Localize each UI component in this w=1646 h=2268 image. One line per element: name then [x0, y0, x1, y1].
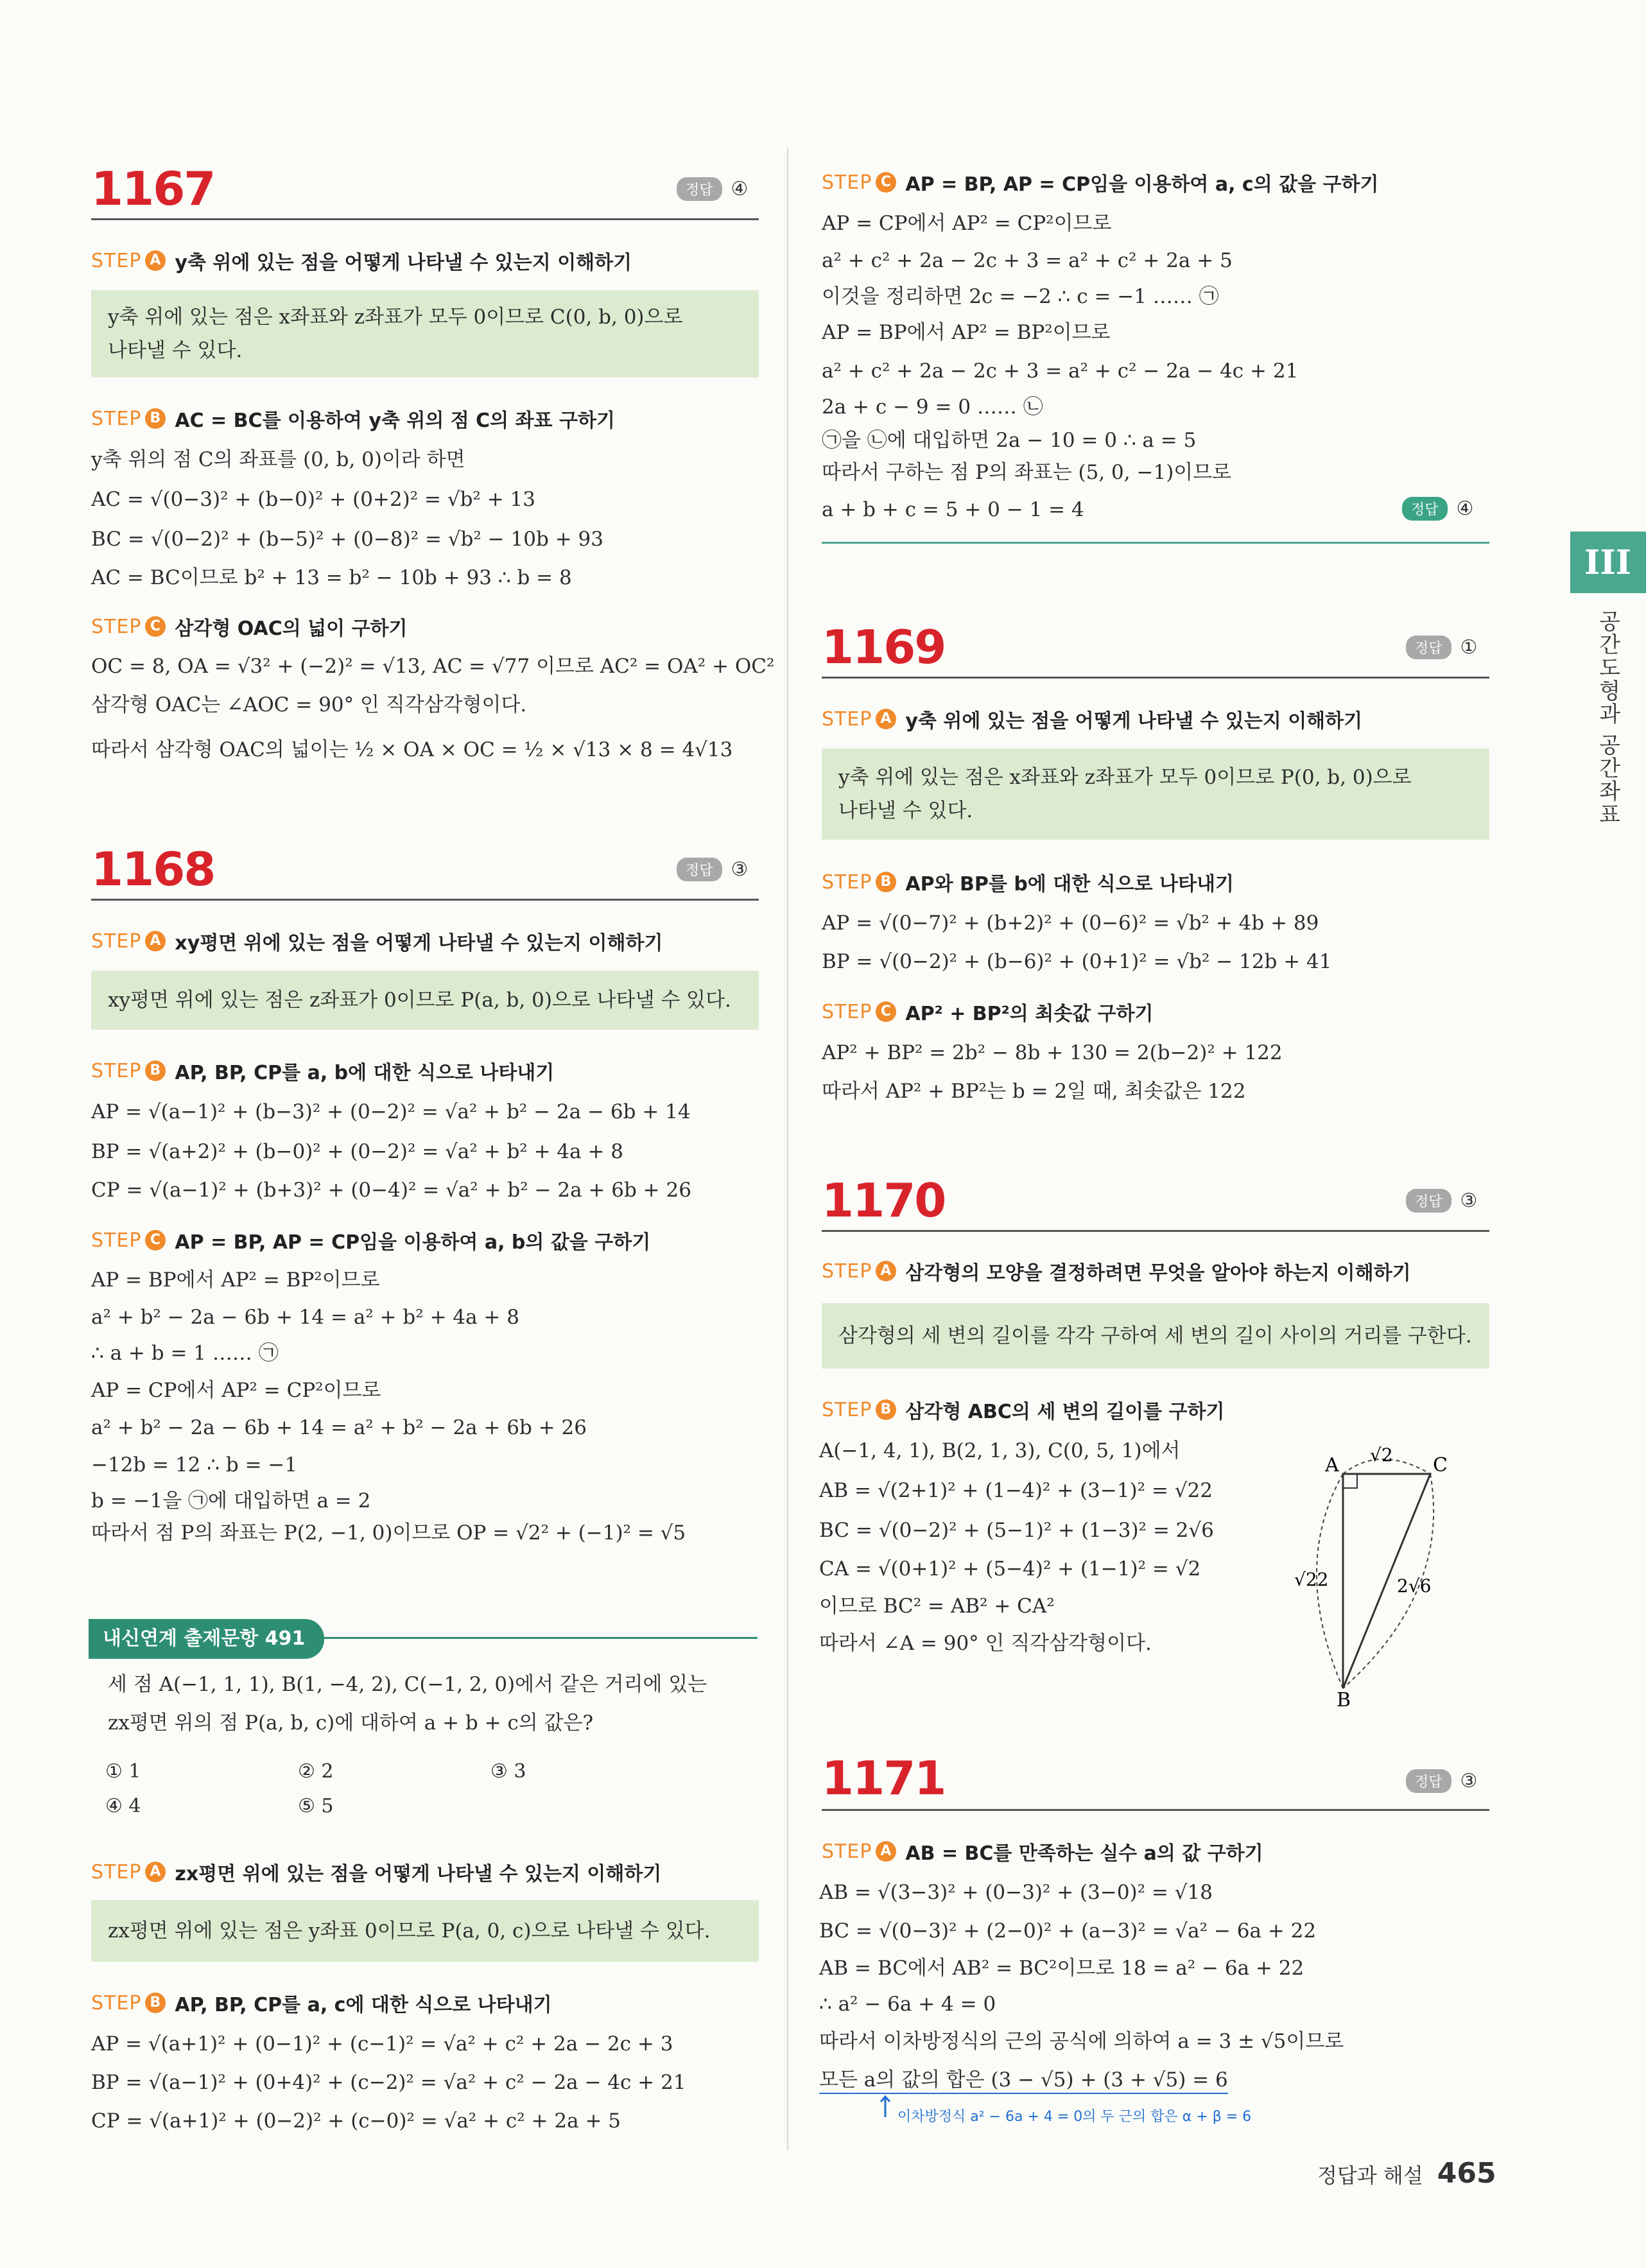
- solution-line: −12b = 12 ∴ b = −1: [91, 1453, 298, 1476]
- solution-line: ∴ a + b = 1 …… ㉠: [91, 1342, 279, 1365]
- step-tag: STEP C: [822, 1001, 896, 1023]
- hint-line: 나타낼 수 있다.: [108, 339, 243, 362]
- solution-line: 모든 a의 값의 합은 (3 − √5) + (3 + √5) = 6: [819, 2067, 1228, 2094]
- question-line: zx평면 위의 점 P(a, b, c)에 대하여 a + b + c의 값은?: [108, 1711, 594, 1735]
- solution-line: AC = BC이므로 b² + 13 = b² − 10b + 93 ∴ b = 8: [91, 566, 572, 589]
- solution-line: AP = √(0−7)² + (b+2)² + (0−6)² = √b² + 4b + 89: [822, 912, 1319, 935]
- page-number: 465: [1437, 2157, 1496, 2190]
- hint-line: 삼각형의 세 변의 길이를 각각 구하여 세 변의 길이 사이의 거리를 구한다.: [838, 1324, 1472, 1347]
- solution-line: 따라서 ∠A = 90° 인 직각삼각형이다.: [819, 1632, 1152, 1655]
- step-tag: STEP B: [822, 1399, 896, 1421]
- step-title: y축 위에 있는 점을 어떻게 나타낼 수 있는지 이해하기: [175, 252, 632, 274]
- solution-line: 따라서 점 P의 좌표는 P(2, −1, 0)이므로 OP = √2² + (−1)² = √5: [91, 1521, 686, 1545]
- solution-line: ∴ a² − 6a + 4 = 0: [819, 1993, 996, 2016]
- margin-note: 이차방정식 a² − 6a + 4 = 0의 두 근의 합은 α + β = 6: [897, 2109, 1252, 2125]
- triangle-figure: [1278, 1438, 1470, 1708]
- solution-line: 따라서 삼각형 OAC의 넓이는 ½ × OA × OC = ½ × √13 × 8 = 4√13: [91, 738, 733, 761]
- solution-line: BP = √(0−2)² + (b−6)² + (0+1)² = √b² − 12b + 41: [822, 950, 1332, 973]
- note-arrow-icon: [878, 2094, 892, 2120]
- solution-line: a + b + c = 5 + 0 − 1 = 4: [822, 498, 1084, 521]
- solution-line: ㉠을 ㉡에 대입하면 2a − 10 = 0 ∴ a = 5: [822, 429, 1197, 452]
- step-a-heading: [91, 1858, 661, 1886]
- divider: [91, 899, 759, 901]
- hint-box: [822, 749, 1489, 840]
- solution-line: AP = √(a−1)² + (b−3)² + (0−2)² = √a² + b² − 2a − 6b + 14: [91, 1100, 691, 1123]
- solution-line: 이므로 BC² = AB² + CA²: [819, 1595, 1055, 1618]
- step-tag: STEP C: [822, 171, 896, 194]
- step-title: 삼각형의 모양을 결정하려면 무엇을 알아야 하는지 이해하기: [905, 1262, 1411, 1285]
- step-title: AB = BC를 만족하는 실수 a의 값 구하기: [905, 1842, 1263, 1865]
- solution-line: A(−1, 4, 1), B(2, 1, 3), C(0, 5, 1)에서: [819, 1439, 1181, 1462]
- step-b-heading: [822, 868, 1234, 896]
- answer-value: ③: [1460, 1770, 1478, 1792]
- hint-line: 나타낼 수 있다.: [838, 799, 973, 822]
- solution-line: AP = CP에서 AP² = CP²이므로: [822, 212, 1112, 235]
- banner-label: 내신연계 출제문항 491: [89, 1619, 324, 1659]
- hint-line: y축 위에 있는 점은 x좌표와 z좌표가 모두 0이므로 P(0, b, 0)으로: [838, 766, 1412, 789]
- problem-number: 1170: [822, 1173, 946, 1227]
- answer-badge: [1406, 1189, 1477, 1213]
- answer-pill: 정답: [677, 858, 722, 881]
- answer-value: ③: [1460, 1190, 1478, 1212]
- side-bc-label: 2√6: [1397, 1575, 1432, 1597]
- solution-line: BC = √(0−3)² + (2−0)² + (a−3)² = √a² − 6a + 22: [819, 1919, 1317, 1943]
- problem-number: 1171: [822, 1751, 946, 1805]
- divider: [822, 677, 1489, 679]
- problem-number: 1169: [822, 620, 946, 674]
- solution-line: a² + c² + 2a − 2c + 3 = a² + c² + 2a + 5: [822, 249, 1233, 272]
- side-ac-label: √2: [1370, 1444, 1393, 1466]
- divider: [822, 542, 1489, 544]
- solution-line: BC = √(0−2)² + (5−1)² + (1−3)² = 2√6: [819, 1519, 1214, 1542]
- footer-text: 정답과 해설: [1317, 2163, 1423, 2188]
- chapter-numeral: III: [1584, 543, 1631, 582]
- solution-line: 삼각형 OAC는 ∠AOC = 90° 인 직각삼각형이다.: [91, 693, 527, 716]
- hint-line: y축 위에 있는 점은 x좌표와 z좌표가 모두 0이므로 C(0, b, 0)으로: [108, 306, 683, 329]
- answer-value: ①: [1460, 636, 1478, 659]
- choice-3[interactable]: ③ 3: [490, 1760, 526, 1783]
- answer-badge: [1406, 636, 1477, 659]
- divider: [91, 218, 759, 220]
- solution-line: OC = 8, OA = √3² + (−2)² = √13, AC = √77 이므로 AC² = OA² + OC²: [91, 655, 775, 678]
- vertex-c-label: C: [1433, 1454, 1448, 1476]
- step-title: xy평면 위에 있는 점을 어떻게 나타낼 수 있는지 이해하기: [175, 932, 663, 955]
- chapter-tab[interactable]: [1570, 532, 1646, 593]
- hint-box: [91, 1900, 759, 1962]
- hint-box: [822, 1303, 1489, 1369]
- hint-line: xy평면 위에 있는 점은 z좌표가 0이므로 P(a, b, 0)으로 나타낼 수 있다.: [108, 989, 731, 1012]
- solution-line: AP = CP에서 AP² = CP²이므로: [91, 1379, 381, 1402]
- solution-line: AB = BC에서 AB² = BC²이므로 18 = a² − 6a + 22: [819, 1957, 1304, 1980]
- step-title: AP, BP, CP를 a, c에 대한 식으로 나타내기: [175, 1994, 552, 2016]
- step-b-heading: [822, 1396, 1224, 1424]
- step-a-heading: [91, 927, 663, 955]
- step-title: 삼각형 ABC의 세 변의 길이를 구하기: [905, 1401, 1225, 1423]
- hint-box: [91, 971, 759, 1030]
- solution-line: 따라서 이차방정식의 근의 공식에 의하여 a = 3 ± √5이므로: [819, 2030, 1344, 2053]
- solution-line: CA = √(0+1)² + (5−4)² + (1−1)² = √2: [819, 1557, 1201, 1580]
- solution-line: a² + c² + 2a − 2c + 3 = a² + c² − 2a − 4c + 21: [822, 359, 1299, 383]
- step-title: AP, BP, CP를 a, b에 대한 식으로 나타내기: [175, 1062, 555, 1084]
- step-title: AC = BC를 이용하여 y축 위의 점 C의 좌표 구하기: [175, 410, 615, 432]
- solution-line: 따라서 구하는 점 P의 좌표는 (5, 0, −1)이므로: [822, 461, 1232, 484]
- solution-line: AB = √(3−3)² + (0−3)² + (3−0)² = √18: [819, 1881, 1213, 1904]
- step-tag: STEP C: [91, 1229, 166, 1252]
- solution-line: AP² + BP² = 2b² − 8b + 130 = 2(b−2)² + 122: [822, 1041, 1283, 1064]
- vertex-b-label: B: [1337, 1689, 1351, 1708]
- choice-1[interactable]: ① 1: [105, 1760, 141, 1783]
- answer-value: ④: [731, 178, 749, 200]
- solution-line: 이것을 정리하면 2c = −2 ∴ c = −1 …… ㉠: [822, 285, 1219, 308]
- hint-line: zx평면 위에 있는 점은 y좌표 0이므로 P(a, 0, c)으로 나타낼 수 있다.: [108, 1919, 711, 1943]
- step-title: AP = BP, AP = CP임을 이용하여 a, c의 값을 구하기: [905, 173, 1379, 196]
- solution-line: BP = √(a+2)² + (b−0)² + (0−2)² = √a² + b² + 4a + 8: [91, 1140, 624, 1163]
- solution-line: AP = √(a+1)² + (0−1)² + (c−1)² = √a² + c² + 2a − 2c + 3: [91, 2032, 673, 2056]
- solution-line: AP = BP에서 AP² = BP²이므로: [822, 321, 1111, 344]
- step-title: AP² + BP²의 최솟값 구하기: [905, 1003, 1154, 1025]
- answer-badge: [1402, 497, 1473, 521]
- step-tag: STEP B: [91, 1060, 166, 1082]
- right-angle-mark: [1343, 1474, 1357, 1488]
- question-line: 세 점 A(−1, 1, 1), B(1, −4, 2), C(−1, 2, 0)에서 같은 거리에 있는: [108, 1673, 707, 1696]
- step-c-heading: [822, 168, 1378, 196]
- step-title: 삼각형 OAC의 넓이 구하기: [175, 618, 408, 640]
- solution-line: CP = √(a−1)² + (b+3)² + (0−4)² = √a² + b² − 2a + 6b + 26: [91, 1179, 691, 1202]
- step-a-heading: [822, 1837, 1263, 1865]
- solution-line: 2a + c − 9 = 0 …… ㉡: [822, 395, 1043, 419]
- answer-pill: 정답: [1402, 497, 1448, 521]
- side-ab-label: √22: [1294, 1569, 1329, 1590]
- step-title: AP와 BP를 b에 대한 식으로 나타내기: [905, 873, 1234, 896]
- step-tag: STEP A: [822, 708, 896, 731]
- solution-line: CP = √(a+1)² + (0−2)² + (c−0)² = √a² + c² + 2a + 5: [91, 2109, 621, 2133]
- answer-value: ④: [1456, 498, 1474, 520]
- solution-line: AC = √(0−3)² + (b−0)² + (0+2)² = √b² + 13: [91, 488, 535, 511]
- answer-pill: 정답: [1406, 636, 1451, 659]
- answer-badge: [1406, 1769, 1477, 1793]
- step-c-heading: [91, 612, 408, 641]
- solution-line: a² + b² − 2a − 6b + 14 = a² + b² + 4a + 8: [91, 1306, 519, 1329]
- solution-line: b = −1을 ㉠에 대입하면 a = 2: [91, 1489, 371, 1512]
- solution-line: BP = √(a−1)² + (0+4)² + (c−2)² = √a² + c² − 2a − 4c + 21: [91, 2071, 686, 2094]
- hint-box: [91, 290, 759, 377]
- answer-badge: [677, 177, 748, 201]
- step-tag: STEP A: [822, 1840, 896, 1863]
- step-tag: STEP C: [91, 616, 166, 638]
- related-problem-banner: [89, 1619, 758, 1659]
- step-a-heading: [822, 1257, 1411, 1285]
- answer-value: ③: [731, 858, 749, 881]
- divider: [822, 1809, 1489, 1811]
- page-footer: [1317, 2157, 1496, 2190]
- divider: [822, 1230, 1489, 1232]
- solution-line: BC = √(0−2)² + (b−5)² + (0−8)² = √b² − 10b + 93: [91, 528, 603, 551]
- solution-line: 따라서 AP² + BP²는 b = 2일 때, 최솟값은 122: [822, 1080, 1246, 1103]
- answer-pill: 정답: [677, 177, 722, 201]
- step-tag: STEP A: [91, 930, 166, 953]
- step-tag: STEP A: [91, 250, 166, 272]
- step-b-heading: [91, 1989, 552, 2017]
- step-c-heading: [822, 998, 1154, 1026]
- step-a-heading: [822, 705, 1362, 733]
- step-title: y축 위에 있는 점을 어떻게 나타낼 수 있는지 이해하기: [905, 710, 1363, 732]
- problem-number: 1168: [91, 842, 215, 896]
- step-tag: STEP B: [91, 1992, 166, 2014]
- step-tag: STEP A: [91, 1861, 166, 1883]
- step-title: zx평면 위에 있는 점을 어떻게 나타낼 수 있는지 이해하기: [175, 1863, 662, 1885]
- column-divider: [787, 148, 788, 2151]
- solution-line: a² + b² − 2a − 6b + 14 = a² + b² − 2a + 6b + 26: [91, 1416, 587, 1439]
- problem-number: 1167: [91, 162, 215, 216]
- choice-4[interactable]: ④ 4: [105, 1795, 141, 1817]
- chapter-title: 공간도형과 공간좌표: [1595, 610, 1620, 826]
- solution-line: AP = BP에서 AP² = BP²이므로: [91, 1268, 380, 1292]
- step-b-heading: [91, 1057, 554, 1085]
- step-b-heading: [91, 404, 615, 433]
- step-tag: STEP B: [91, 408, 166, 430]
- step-title: AP = BP, AP = CP임을 이용하여 a, b의 값을 구하기: [175, 1231, 651, 1254]
- choice-2[interactable]: ② 2: [298, 1760, 334, 1783]
- solution-line: y축 위의 점 C의 좌표를 (0, b, 0)이라 하면: [91, 448, 465, 471]
- answer-pill: 정답: [1406, 1189, 1451, 1213]
- choice-5[interactable]: ⑤ 5: [298, 1795, 334, 1817]
- vertex-a-label: A: [1325, 1454, 1339, 1476]
- answer-pill: 정답: [1406, 1769, 1451, 1793]
- solution-line: AB = √(2+1)² + (1−4)² + (3−1)² = √22: [819, 1479, 1213, 1502]
- step-c-heading: [91, 1226, 650, 1254]
- step-tag: STEP A: [822, 1260, 896, 1283]
- step-tag: STEP B: [822, 871, 896, 894]
- answer-badge: [677, 858, 748, 881]
- step-a-heading: [91, 247, 632, 275]
